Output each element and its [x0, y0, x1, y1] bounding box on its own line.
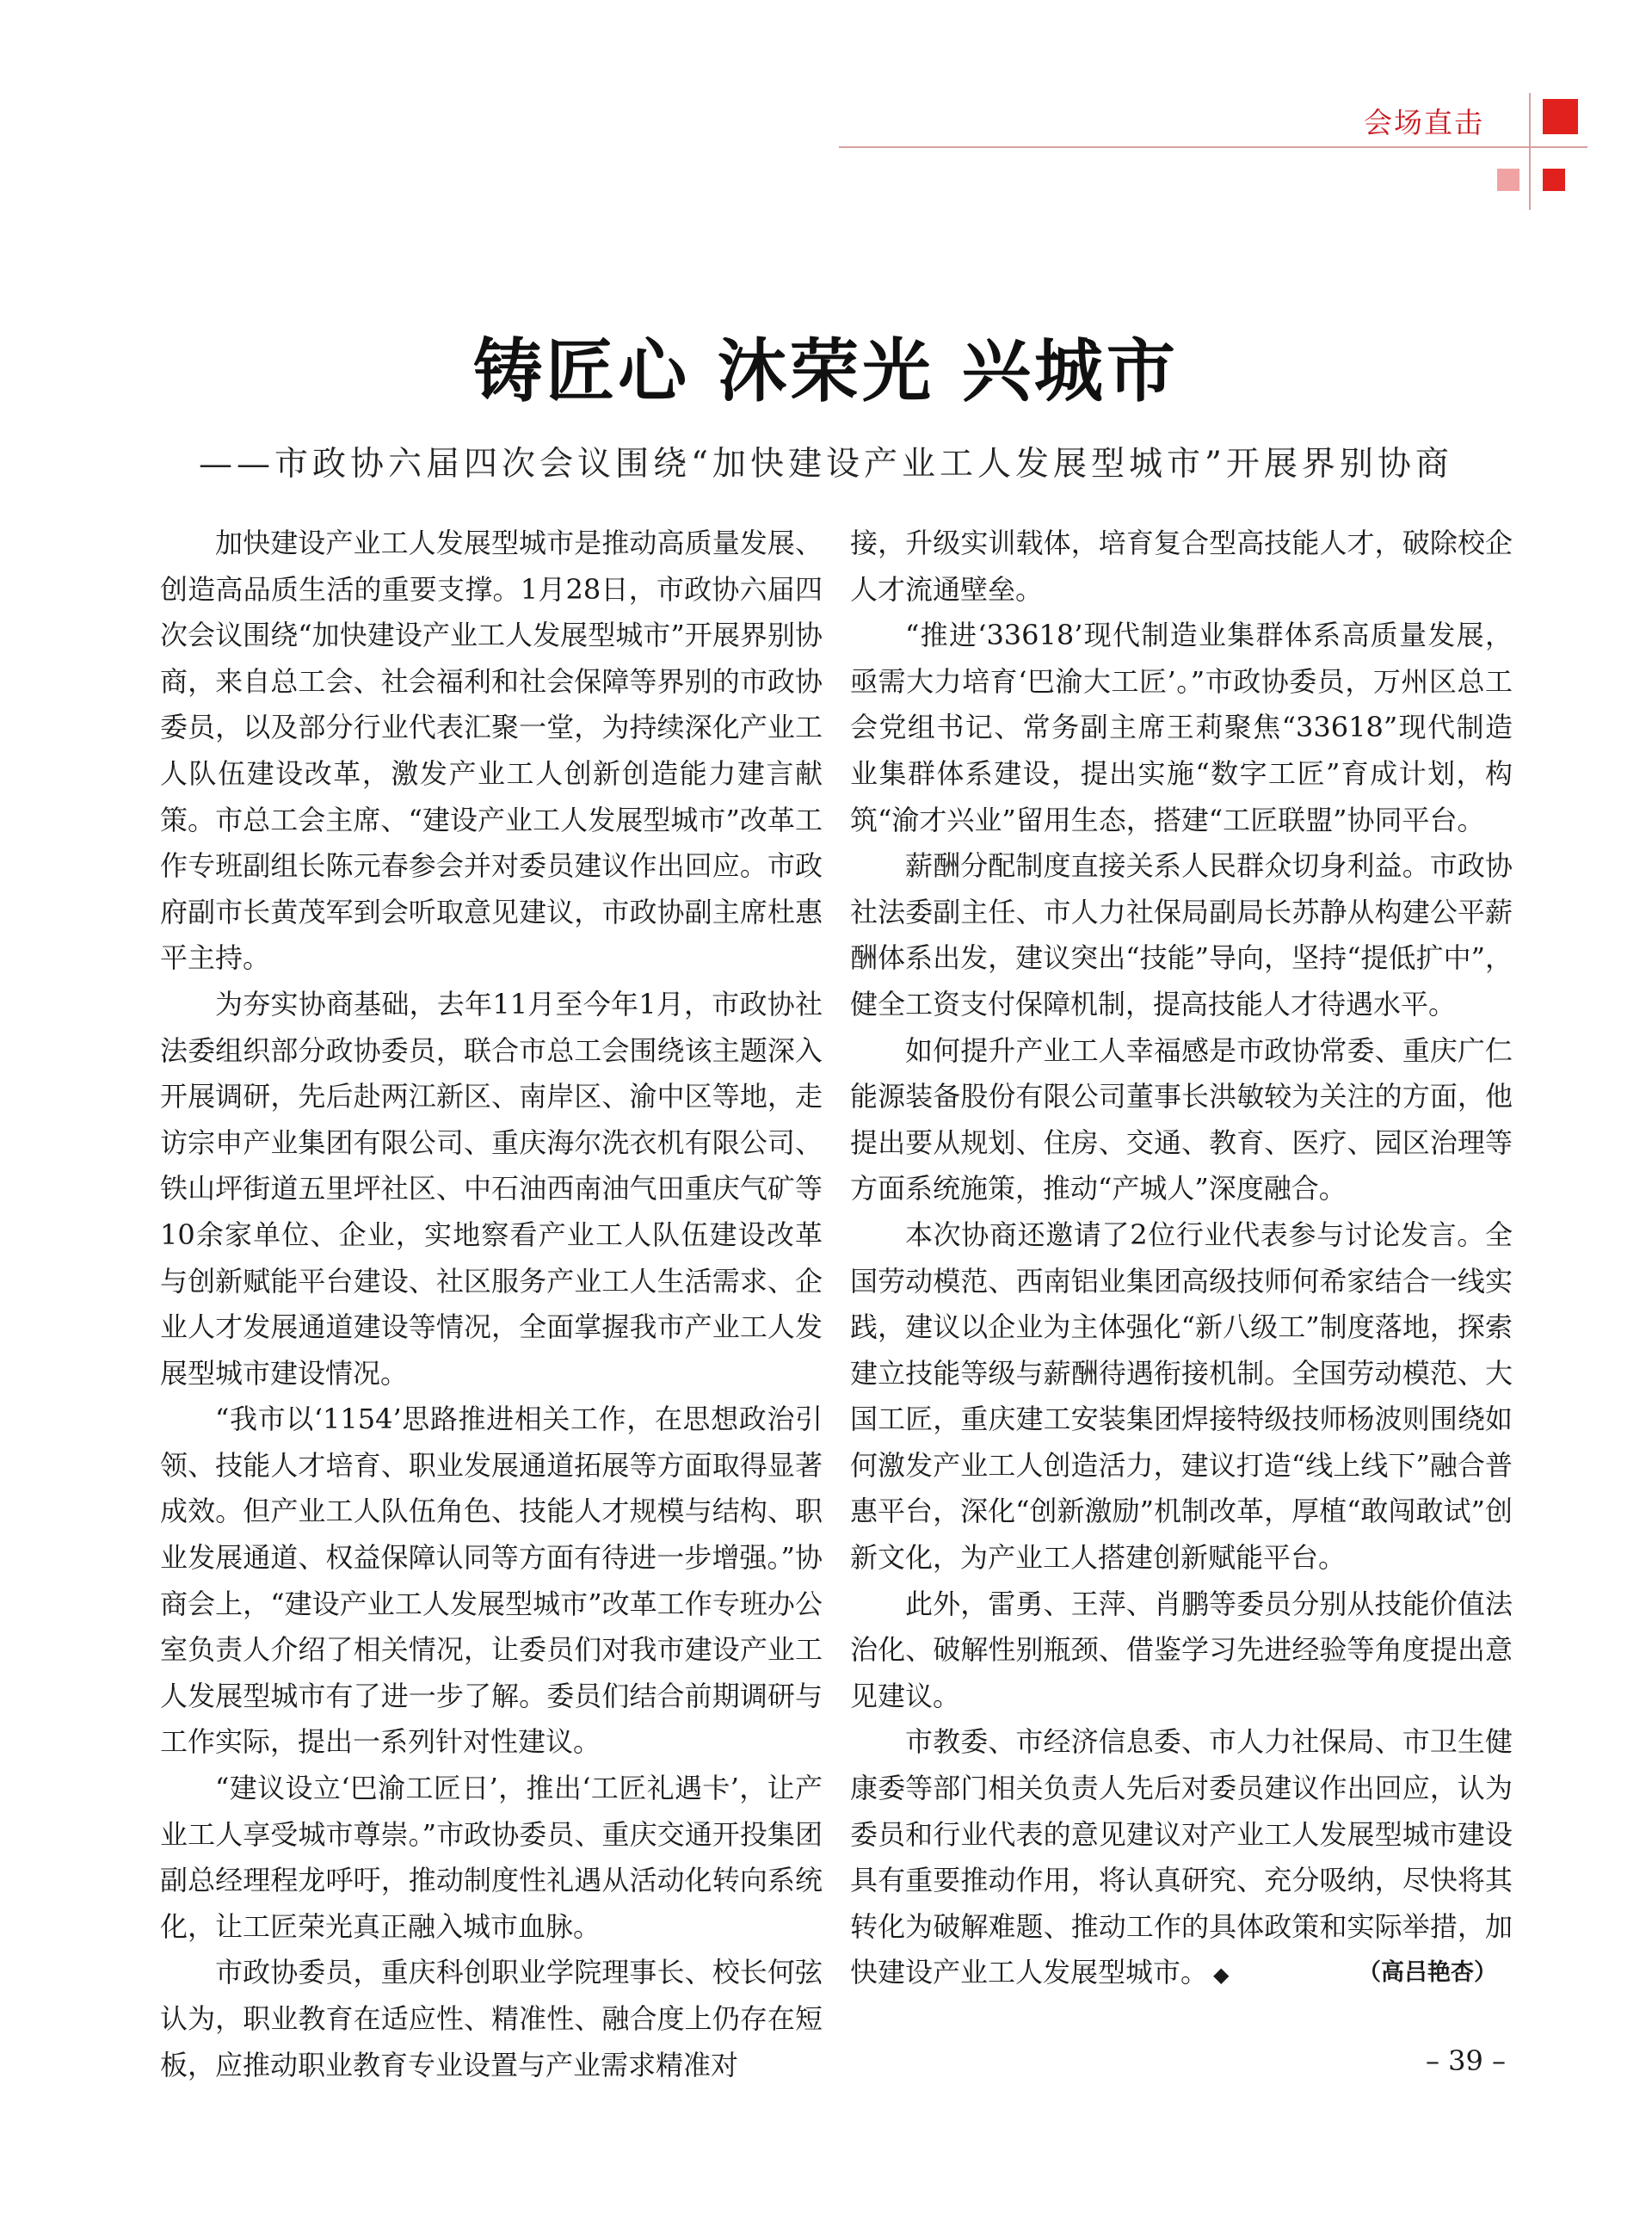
paragraph: 加快建设产业工人发展型城市是推动高质量发展、创造高品质生活的重要支撑。1月28日，市政协六届四次会议围绕“加快建设产业工人发展型城市”开展界别协商，来自总工会、社会福利和社会保障等界别的市政协委员，以及部分行业代表汇聚一堂，为持续深化产业工人队伍建设改革，激发产业工人创新创造能力建言献策。市总工会主席、“建设产业工人发展型城市”改革工作专班副组长陈元春参会并对委员建议作出回应。市政府副市长黄茂军到会听取意见建议，市政协副主席杜惠平主持。: [160, 527, 823, 975]
paragraph: 本次协商还邀请了2位行业代表参与讨论发言。全国劳动模范、西南铝业集团高级技师何希家结合一线实践，建议以企业为主体强化“新八级工”制度落地，探索建立技能等级与薪酬待遇衔接机制。全国劳动模范、大国工匠，重庆建工安装集团焊接特级技师杨波则围绕如何激发产业工人创造活力，建议打造“线上线下”融合普惠平台，深化“创新激励”机制改革，厚植“敢闯敢试”创新文化，为产业工人搭建创新赋能平台。: [850, 1218, 1513, 1575]
paragraph-continuation: 接，升级实训载体，培育复合型高技能人才，破除校企人才流通壁垒。: [850, 527, 1513, 606]
header-rule: [839, 146, 1587, 148]
paragraph: “我市以‘1154’思路推进相关工作，在思想政治引领、技能人才培育、职业发展通道拓展等方面取得显著成效。但产业工人队伍角色、技能人才规模与结构、职业发展通道、权益保障认同等方面有待进一步增强。”协商会上，“建设产业工人发展型城市”改革工作专班办公室负责人介绍了相关情况，让委员们对我市建设产业工人发展型城市有了进一步了解。委员们结合前期调研与工作实际，提出一系列针对性建议。: [160, 1403, 823, 1759]
end-mark-icon: ◆: [1213, 1963, 1230, 1988]
header-vertical-rule: [1529, 93, 1531, 210]
accent-square-large: [1543, 99, 1578, 134]
paragraph: 为夯实协商基础，去年11月至今年1月，市政协社法委组织部分政协委员，联合市总工会围绕该主题深入开展调研，先后赴两江新区、南岸区、渝中区等地，走访宗申产业集团有限公司、重庆海尔洗衣机有限公司、铁山坪街道五里坪社区、中石油西南油气田重庆气矿等10余家单位、企业，实地察看产业工人队伍建设改革与创新赋能平台建设、社区服务产业工人生活需求、企业人才发展通道建设等情况，全面掌握我市产业工人发展型城市建设情况。: [160, 987, 823, 1390]
paragraph: 薪酬分配制度直接关系人民群众切身利益。市政协社法委副主任、市人力社保局副局长苏静从构建公平薪酬体系出发，建议突出“技能”导向，坚持“提低扩中”，健全工资支付保障机制，提高技能人才待遇水平。: [850, 849, 1513, 1021]
paragraph: 此外，雷勇、王萍、肖鹏等委员分别从技能价值法治化、破解性别瓶颈、借鉴学习先进经验等角度提出意见建议。: [850, 1587, 1513, 1712]
article-subtitle: ——市政协六届四次会议围绕“加快建设产业工人发展型城市”开展界别协商: [199, 445, 1453, 484]
accent-square-small-light: [1497, 169, 1519, 191]
right-column: [850, 521, 1513, 1999]
page-number: – 39 –: [1425, 2044, 1506, 2077]
section-label: 会场直击: [1364, 106, 1484, 139]
paragraph: “推进‘33618’现代制造业集群体系高质量发展，亟需大力培育‘巴渝大工匠’。”市政协委员，万州区总工会党组书记、常务副主席王莉聚焦“33618”现代制造业集群体系建设，提出实施“数字工匠”育成计划，构筑“渝才兴业”留用生态，搭建“工匠联盟”协同平台。: [850, 619, 1513, 836]
paragraph: 市政协委员，重庆科创职业学院理事长、校长何弦认为，职业教育在适应性、精准性、融合度上仍存在短板，应推动职业教育专业设置与产业需求精准对: [160, 1956, 823, 2081]
article-title: 铸匠心 沐荣光 兴城市: [473, 331, 1179, 411]
paragraph: “建议设立‘巴渝工匠日’，推出‘工匠礼遇卡’，让产业工人享受城市尊崇。”市政协委员、重庆交通开投集团副总经理程龙呼吁，推动制度性礼遇从活动化转向系统化，让工匠荣光真正融入城市血脉。: [160, 1772, 823, 1943]
accent-square-small-red: [1543, 169, 1565, 191]
left-column: [160, 521, 823, 2088]
author-byline: （高吕艳杏）: [1358, 1959, 1497, 1986]
closing-text: 市教委、市经济信息委、市人力社保局、市卫生健康委等部门相关负责人先后对委员建议作出回应，认为委员和行业代表的意见建议对产业工人发展型城市建设具有重要推动作用，将认真研究、充分吸纳，尽快将其转化为破解难题、推动工作的具体政策和实际举措，加快建设产业工人发展型城市。: [850, 1725, 1513, 1989]
paragraph: 如何提升产业工人幸福感是市政协常委、重庆广仁能源装备股份有限公司董事长洪敏较为关注的方面，他提出要从规划、住房、交通、教育、医疗、园区治理等方面系统施策，推动“产城人”深度融合。: [850, 1033, 1513, 1205]
